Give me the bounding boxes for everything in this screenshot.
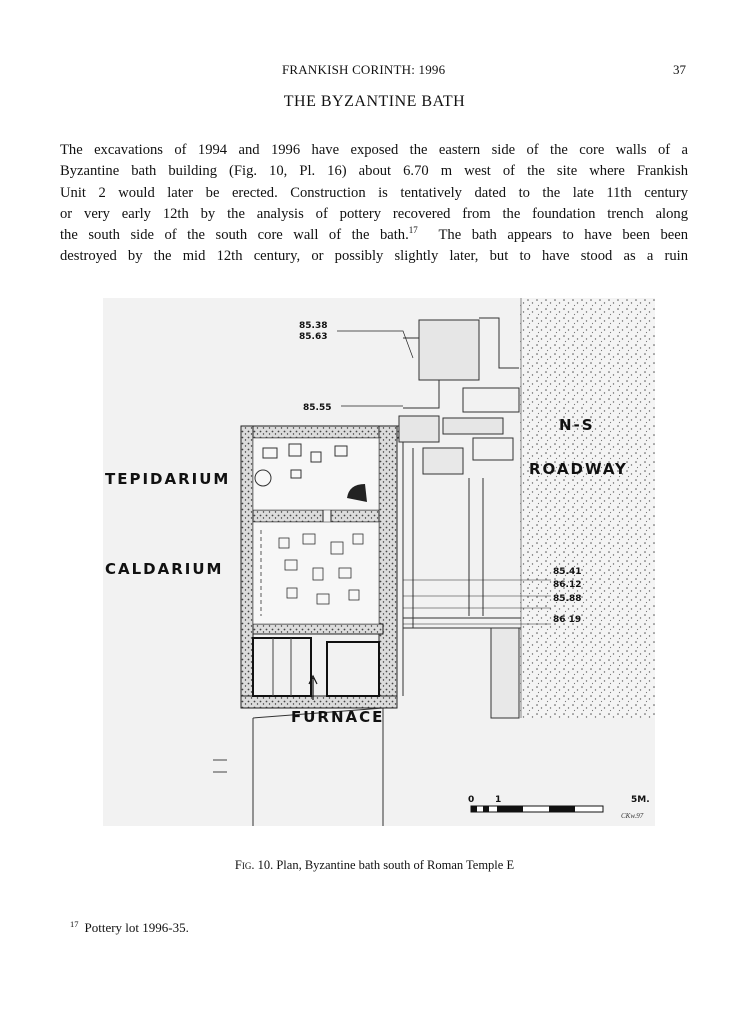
footnote-text: Pottery lot 1996-35. bbox=[84, 920, 189, 935]
caption-fig-word: Fig. bbox=[234, 858, 255, 872]
elevation: 85.88 bbox=[553, 594, 582, 604]
figure-caption bbox=[0, 858, 749, 873]
label-caldarium: CALDARIUM bbox=[105, 560, 224, 578]
scale-one: 1 bbox=[495, 795, 502, 805]
scale-five: 5M. bbox=[631, 795, 650, 805]
scale-zero: 0 bbox=[468, 795, 475, 805]
label-roadway: ROADWAY bbox=[529, 460, 628, 478]
caption-fig-number: 10. bbox=[257, 858, 274, 872]
label-furnace: FURNACE bbox=[291, 708, 385, 726]
elevation: 85.55 bbox=[303, 403, 332, 413]
elevation: 86.12 bbox=[553, 580, 582, 590]
elevation: 85.38 bbox=[299, 321, 328, 331]
footnote-ref: 17 bbox=[408, 225, 418, 236]
body-line: The excavations of 1994 and 1996 have exposed the eastern side of the core walls of a bbox=[60, 142, 688, 158]
body-paragraph bbox=[60, 140, 688, 268]
footnote bbox=[70, 920, 189, 936]
elevation: 85.41 bbox=[553, 567, 582, 577]
draftsman-signature: CKw.97 bbox=[621, 812, 644, 820]
elevation: 86 19 bbox=[553, 615, 582, 625]
footnote-number: 17 bbox=[70, 918, 79, 929]
body-line: Byzantine bath building (Fig. 10, Pl. 16) about 6.70 m west of the site where Frankish bbox=[60, 163, 688, 180]
section-title: THE BYZANTINE BATH bbox=[283, 93, 466, 110]
body-line: Unit 2 would later be erected. Construction is tentatively dated to the late 11th century bbox=[60, 184, 688, 201]
roadway-area bbox=[520, 298, 655, 718]
caption-text: Plan, Byzantine bath south of Roman Temple E bbox=[276, 858, 515, 872]
label-ns: N-S bbox=[559, 416, 595, 434]
label-tepidarium: TEPIDARIUM bbox=[105, 470, 231, 488]
figure-plan bbox=[103, 298, 655, 826]
body-line-text: the south side of the south core wall of the bath. bbox=[60, 227, 409, 244]
running-title: FRANKISH CORINTH: 1996 bbox=[282, 62, 446, 77]
elevation: 85.63 bbox=[299, 332, 328, 342]
page-number: 37 bbox=[673, 62, 686, 77]
body-line-text: The bath appears to have been been bbox=[438, 227, 688, 244]
body-line: or very early 12th by the analysis of pottery recovered from the foundation trench along bbox=[60, 205, 688, 222]
body-line: destroyed by the mid 12th century, or possibly slightly later, but to have stood as a ruin bbox=[60, 248, 688, 265]
bath-plan-drawing bbox=[103, 298, 655, 826]
body-line bbox=[60, 225, 688, 246]
